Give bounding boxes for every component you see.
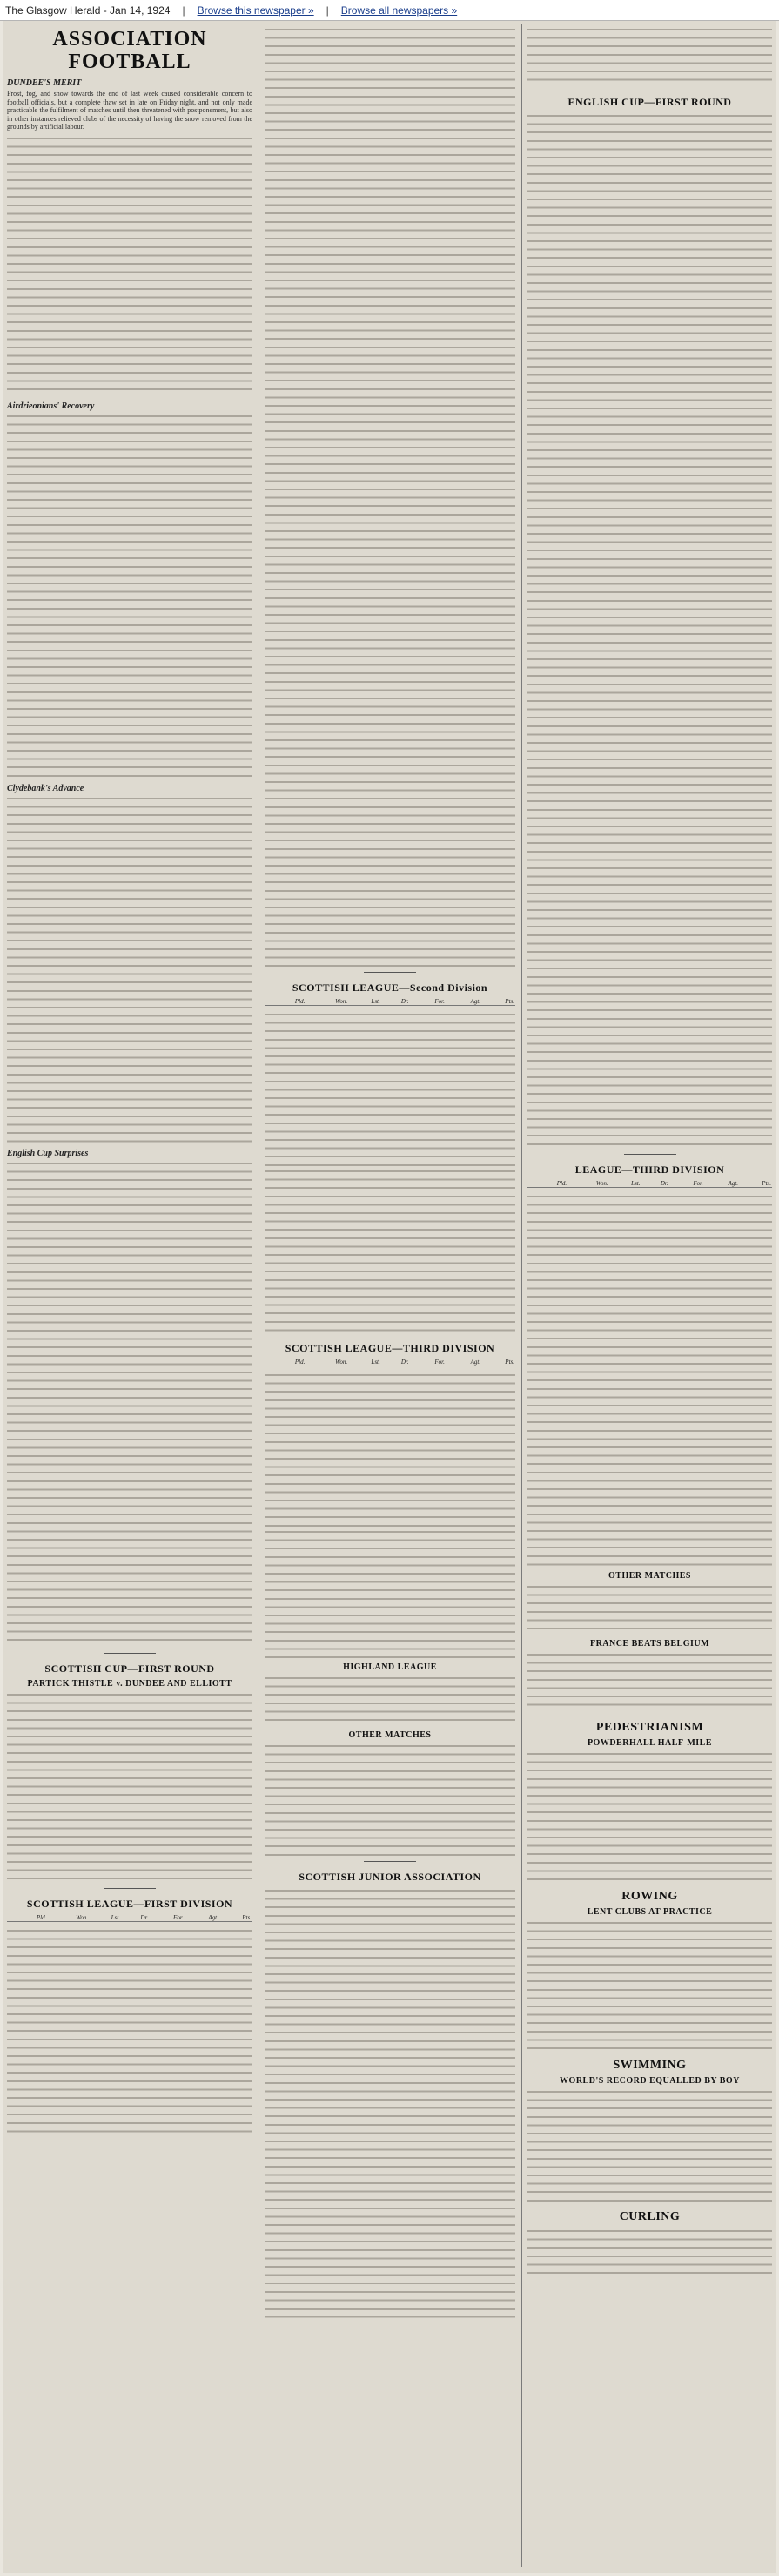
league-table-body bbox=[527, 1193, 772, 1568]
article-text-block bbox=[527, 2088, 772, 2202]
article-subhead: English Cup Surprises bbox=[7, 1148, 89, 1158]
divider bbox=[104, 1888, 156, 1889]
table-header-cell: Lst. bbox=[348, 998, 381, 1006]
article-subhead: WORLD'S RECORD EQUALLED BY BOY bbox=[560, 2076, 740, 2086]
separator: | bbox=[182, 3, 185, 17]
article-text-block bbox=[527, 1651, 772, 1712]
newspaper-title: The Glasgow Herald - Jan 14, 1924 bbox=[5, 3, 171, 17]
article-subhead: Clydebank's Advance bbox=[7, 783, 84, 793]
browse-newspaper-link[interactable]: Browse this newspaper » bbox=[197, 3, 314, 17]
match-reports-block bbox=[265, 26, 515, 967]
league-table-heading: SCOTTISH LEAGUE—Second Division bbox=[292, 981, 488, 994]
section-heading: ROWING bbox=[621, 1890, 678, 1903]
column-rule bbox=[521, 24, 522, 2567]
results-block bbox=[265, 1743, 515, 1856]
divider bbox=[364, 1861, 416, 1862]
league-table-body bbox=[7, 1927, 252, 2136]
results-block bbox=[527, 1583, 772, 1635]
newspaper-page bbox=[3, 21, 776, 2573]
league-table-body bbox=[265, 1372, 515, 1528]
table-header-cell: Won. bbox=[306, 1359, 348, 1366]
table-header-cell: Pts. bbox=[219, 1914, 252, 1922]
section-heading: OTHER MATCHES bbox=[348, 1730, 432, 1740]
table-header-cell: Pld. bbox=[533, 1180, 567, 1188]
results-block bbox=[265, 1528, 515, 1659]
table-header-cell: Dr. bbox=[641, 1180, 668, 1188]
match-heading: PARTICK THISTLE v. DUNDEE AND ELLIOTT bbox=[27, 1678, 232, 1689]
table-header-cell: Agt. bbox=[185, 1914, 219, 1922]
article-subhead: DUNDEE'S MERIT bbox=[7, 78, 82, 88]
section-heading: PEDESTRIANISM bbox=[595, 1721, 704, 1734]
table-header-cell: Pts. bbox=[481, 998, 515, 1006]
results-block bbox=[527, 26, 772, 87]
article-paragraph: Frost, fog, and snow towards the end of last week caused considerable concern to football officials, but a complete thaw set in late on Friday night, and not only made practicable the fulfilment of matches until then threatened with postponement, but also in other instances relieved clubs of the necessity of having the snow removed from the grounds by artificial labour. bbox=[7, 90, 252, 131]
table-header-cell: Dr. bbox=[381, 1359, 410, 1366]
table-header-cell: Agt. bbox=[446, 998, 481, 1006]
table-header-cell: Pts. bbox=[481, 1359, 515, 1366]
article-subhead: Airdrieonians' Recovery bbox=[7, 401, 95, 411]
section-heading: HIGHLAND LEAGUE bbox=[343, 1662, 437, 1672]
table-header-cell: Won. bbox=[306, 998, 348, 1006]
table-header-cell: Lst. bbox=[89, 1914, 121, 1922]
divider bbox=[624, 1154, 676, 1155]
article-text-block bbox=[7, 135, 252, 396]
section-heading: CURLING bbox=[619, 2210, 681, 2223]
table-header-row bbox=[527, 1180, 772, 1188]
table-header-cell: For. bbox=[669, 1180, 704, 1188]
league-table-body bbox=[265, 1011, 515, 1168]
table-header-cell: Dr. bbox=[381, 998, 410, 1006]
table-header-cell: Pld. bbox=[12, 1914, 47, 1922]
article-text-block bbox=[527, 1919, 772, 2050]
column-3 bbox=[524, 21, 776, 2573]
table-header-cell: For. bbox=[410, 1359, 446, 1366]
table-header-row bbox=[265, 998, 515, 1006]
section-heading: OTHER MATCHES bbox=[608, 1571, 691, 1581]
table-header-cell: Dr. bbox=[121, 1914, 149, 1922]
match-report-block bbox=[7, 1691, 252, 1883]
league-table bbox=[265, 1359, 515, 1366]
cup-results-block bbox=[527, 112, 772, 1149]
column-2 bbox=[261, 21, 519, 2573]
article-text-block bbox=[265, 1887, 515, 2323]
section-heading: SCOTTISH JUNIOR ASSOCIATION bbox=[299, 1871, 481, 1883]
section-masthead: ASSOCIATION FOOTBALL bbox=[52, 28, 207, 73]
divider bbox=[104, 1653, 156, 1654]
table-header-cell: Lst. bbox=[348, 1359, 381, 1366]
separator: | bbox=[326, 3, 329, 17]
table-header-cell: Pld. bbox=[270, 998, 306, 1006]
section-heading: FRANCE BEATS BELGIUM bbox=[589, 1639, 710, 1649]
browser-toolbar bbox=[0, 0, 779, 21]
table-header-cell: Lst. bbox=[609, 1180, 641, 1188]
results-block bbox=[265, 1168, 515, 1333]
article-text-block bbox=[7, 795, 252, 1143]
results-block bbox=[265, 1675, 515, 1727]
table-header-cell: Pld. bbox=[270, 1359, 306, 1366]
table-header-row bbox=[265, 1359, 515, 1366]
article-text-block bbox=[527, 1750, 772, 1881]
league-table bbox=[265, 998, 515, 1006]
article-text-block bbox=[527, 2228, 772, 2280]
section-heading: ENGLISH CUP—FIRST ROUND bbox=[567, 96, 732, 108]
table-header-cell: Agt. bbox=[446, 1359, 481, 1366]
article-subhead: LENT CLUBS AT PRACTICE bbox=[587, 1907, 713, 1917]
article-subhead: POWDERHALL HALF-MILE bbox=[587, 1738, 713, 1748]
table-header-cell: For. bbox=[149, 1914, 184, 1922]
table-header-cell: For. bbox=[410, 998, 446, 1006]
table-header-row bbox=[7, 1914, 252, 1922]
league-table bbox=[7, 1914, 252, 1922]
table-header-cell: Agt. bbox=[704, 1180, 739, 1188]
table-header-cell: Won. bbox=[47, 1914, 89, 1922]
league-table-heading: SCOTTISH LEAGUE—FIRST DIVISION bbox=[26, 1897, 233, 1910]
league-table-heading: SCOTTISH LEAGUE—THIRD DIVISION bbox=[285, 1342, 495, 1354]
article-text-block bbox=[7, 413, 252, 779]
table-header-cell: Won. bbox=[567, 1180, 609, 1188]
browse-all-newspapers-link[interactable]: Browse all newspapers » bbox=[340, 3, 458, 17]
table-header-cell: Pts. bbox=[739, 1180, 772, 1188]
league-table bbox=[527, 1180, 772, 1188]
section-heading: SCOTTISH CUP—FIRST ROUND bbox=[44, 1662, 215, 1675]
column-1 bbox=[3, 21, 256, 2573]
section-heading: SWIMMING bbox=[613, 2059, 687, 2072]
divider bbox=[364, 972, 416, 973]
article-text-block bbox=[7, 1160, 252, 1648]
league-table-heading: LEAGUE—THIRD DIVISION bbox=[574, 1163, 725, 1176]
